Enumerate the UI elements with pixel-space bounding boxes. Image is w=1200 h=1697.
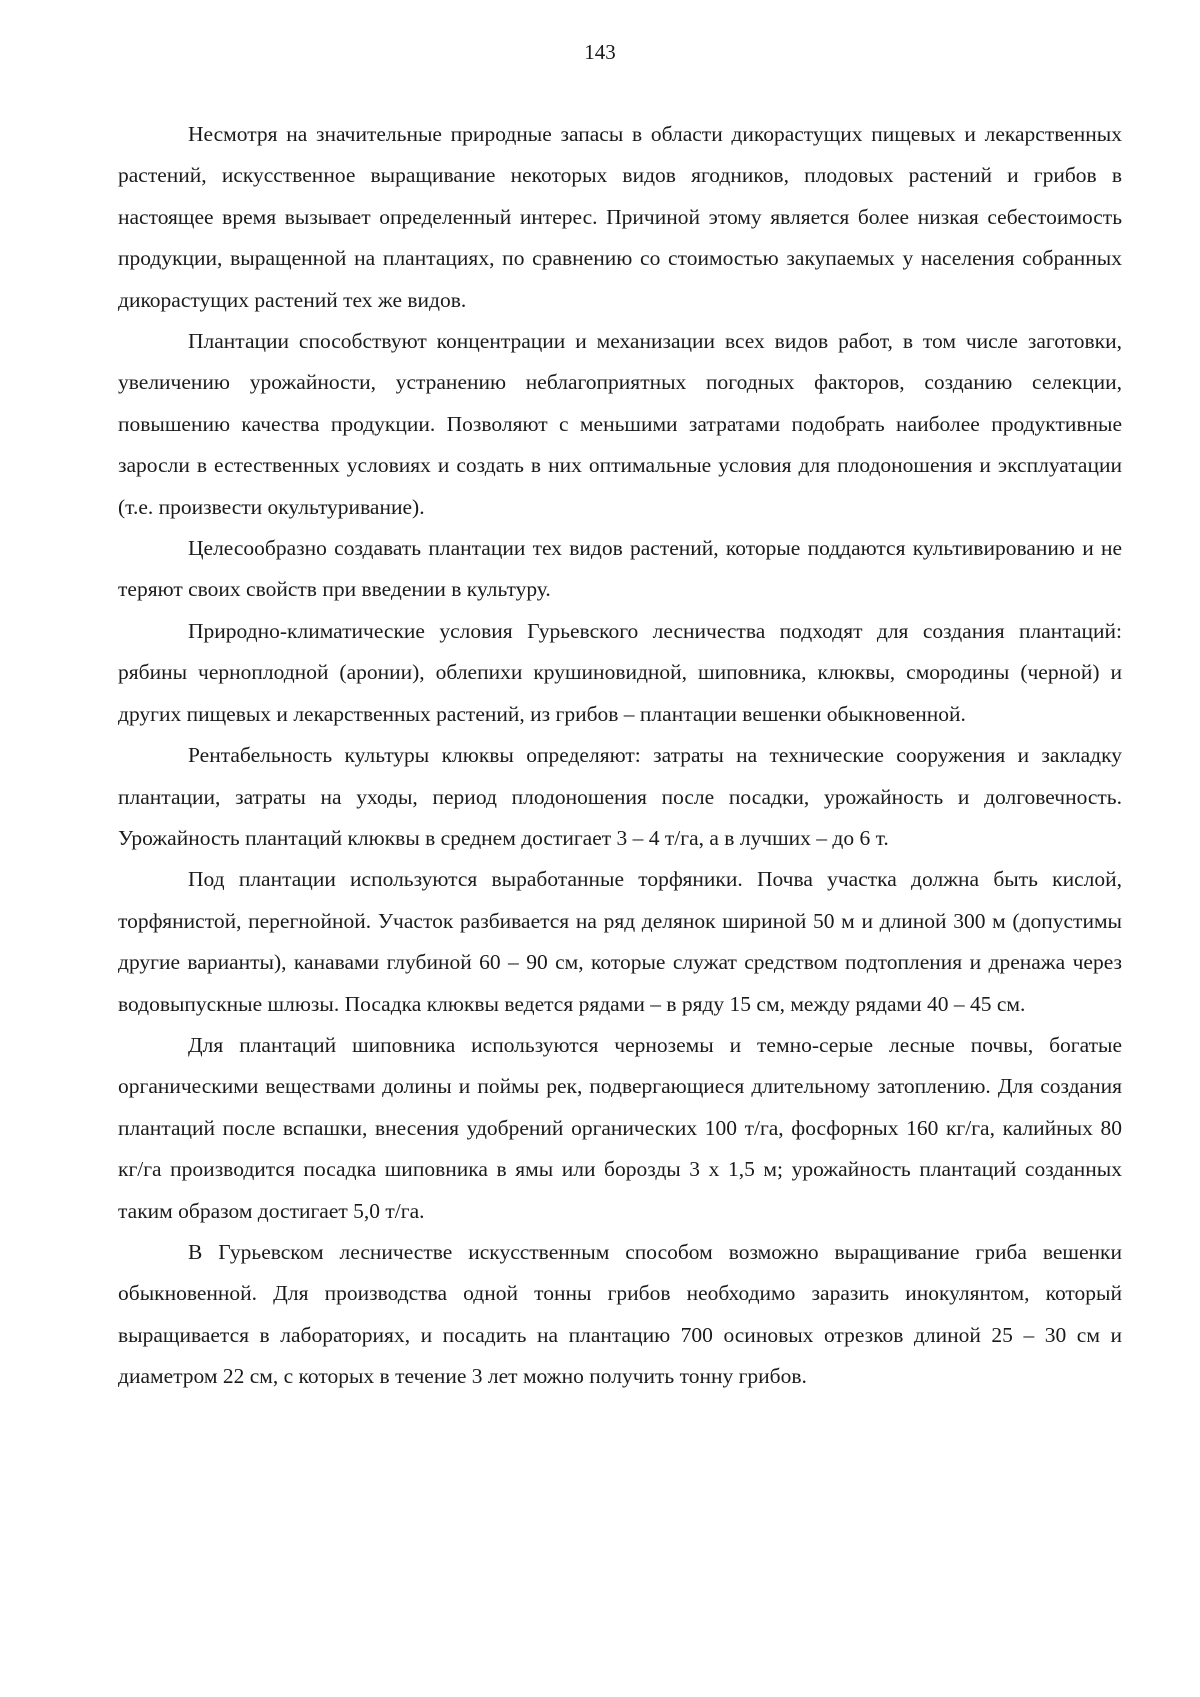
paragraph: Под плантации используются выработанные торфяники. Почва участка должна быть кислой, торфянистой, перегнойной. Участок разбивается на ряд делянок шириной 50 м и длиной 300 м (допустимы другие варианты), канавами глубиной 60 – 90 см, которые служат средством подтопления и дренажа через водовыпускные шлюзы. Посадка клюквы ведется рядами – в ряду 15 см, между рядами 40 – 45 см. — [118, 867, 1122, 1016]
paragraph: Целесообразно создавать плантации тех видов растений, которые поддаются культивированию и не теряют своих свойств при введении в культуру. — [118, 536, 1122, 602]
paragraph: Рентабельность культуры клюквы определяют: затраты на технические сооружения и закладку плантации, затраты на уходы, период плодоношения после посадки, урожайность и долговечность. Урожайность плантаций клюквы в среднем достигает 3 – 4 т/га, а в лучших – до 6 т. — [118, 743, 1122, 850]
paragraph: Для плантаций шиповника используются черноземы и темно-серые лесные почвы, богатые органическими веществами долины и поймы рек, подвергающиеся длительному затоплению. Для создания плантаций после вспашки, внесения удобрений органических 100 т/га, фосфорных 160 кг/га, калийных 80 кг/га производится посадка шиповника в ямы или борозды 3 х 1,5 м; урожайность плантаций созданных таким образом достигает 5,0 т/га. — [118, 1032, 1122, 1223]
paragraph: Несмотря на значительные природные запасы в области дикорастущих пищевых и лекарственных растений, искусственное выращивание некоторых видов ягодников, плодовых растений и грибов в настоящее время вызывает определенный интерес. Причиной этому является более низкая себестоимость продукции, выращенной на плантациях, по сравнению со стоимостью закупаемых у населения собранных дикорастущих растений тех же видов. — [118, 122, 1122, 312]
page-number: 143 — [584, 40, 616, 64]
paragraph: Природно-климатические условия Гурьевского лесничества подходят для создания плантаций: рябины черноплодной (аронии), облепихи крушиновидной, шиповника, клюквы, смородины (черной) и других пищевых и лекарственных растений, из грибов – плантации вешенки обыкновенной. — [118, 618, 1122, 726]
paragraph: В Гурьевском лесничестве искусственным способом возможно выращивание гриба вешенки обыкновенной. Для производства одной тонны грибов необходимо заразить инокулянтом, который выращивается в лабораториях, и посадить на плантацию 700 осиновых отрезков длиной 25 – 30 см и диаметром 22 см, с которых в течение 3 лет можно получить тонну грибов. — [118, 1239, 1122, 1389]
text-body — [118, 114, 1122, 1398]
paragraph: Плантации способствуют концентрации и механизации всех видов работ, в том числе заготовки, увеличению урожайности, устранению неблагоприятных погодных факторов, созданию селекции, повышению качества продукции. Позволяют с меньшими затратами подобрать наиболее продуктивные заросли в естественных условиях и создать в них оптимальные условия для плодоношения и эксплуатации (т.е. произвести окультуривание). — [118, 329, 1122, 519]
